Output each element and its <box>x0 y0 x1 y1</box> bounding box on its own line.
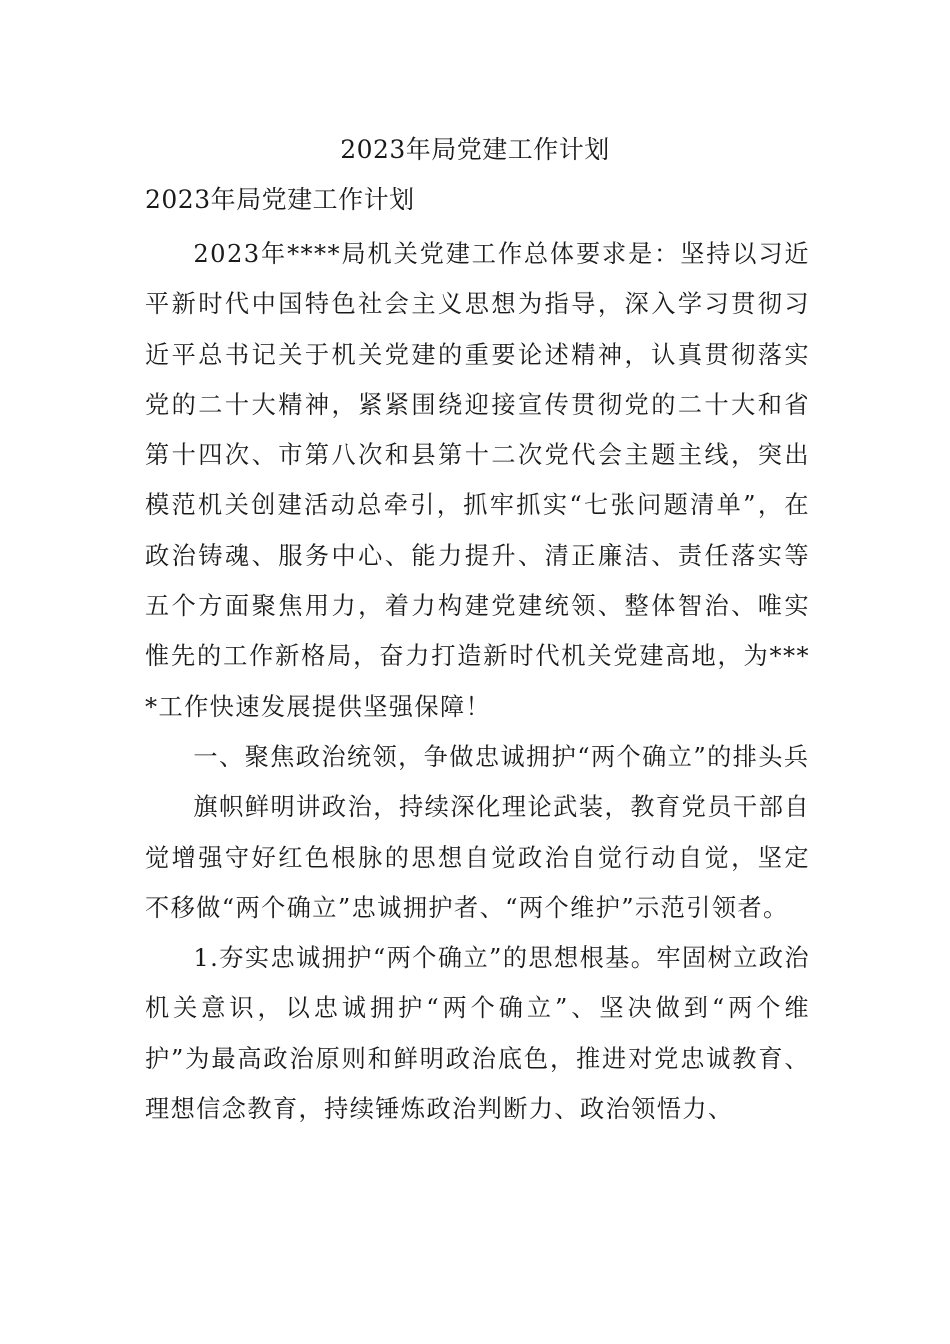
item-1-paragraph: 1.夯实忠诚拥护“两个确立”的思想根基。牢固树立政治机关意识，以忠诚拥护“两个确立”、坚决做到“两个维护”为最高政治原则和鲜明政治底色，推进对党忠诚教育、理想信念教育，持续锤炼政治判断力、政治领悟力、 <box>145 944 810 1124</box>
document-title: 2023年局党建工作计划 <box>340 135 610 164</box>
intro-paragraph: 2023年****局机关党建工作总体要求是：坚持以习近平新时代中国特色社会主义思想为指导，深入学习贯彻习近平总书记关于机关党建的重要论述精神，认真贯彻落实党的二十大精神，紧紧围绕迎接宣传贯彻党的二十大和省第十四次、市第八次和县第十二次党代会主题主线，突出模范机关创建活动总牵引，抓牢抓实“七张问题清单”，在政治铸魂、服务中心、能力提升、清正廉洁、责任落实等五个方面聚焦用力，着力构建党建统领、整体智治、唯实惟先的工作新格局，奋力打造新时代机关党建高地，为****工作快速发展提供坚强保障！ <box>145 240 810 721</box>
section-heading-1: 一、聚焦政治统领，争做忠诚拥护“两个确立”的排头兵 <box>193 742 810 771</box>
document-body <box>145 229 810 1134</box>
document-subtitle: 2023年局党建工作计划 <box>145 185 415 214</box>
section-1-paragraph: 旗帜鲜明讲政治，持续深化理论武装，教育党员干部自觉增强守好红色根脉的思想自觉政治自觉行动自觉，坚定不移做“两个确立”忠诚拥护者、“两个维护”示范引领者。 <box>145 793 810 922</box>
